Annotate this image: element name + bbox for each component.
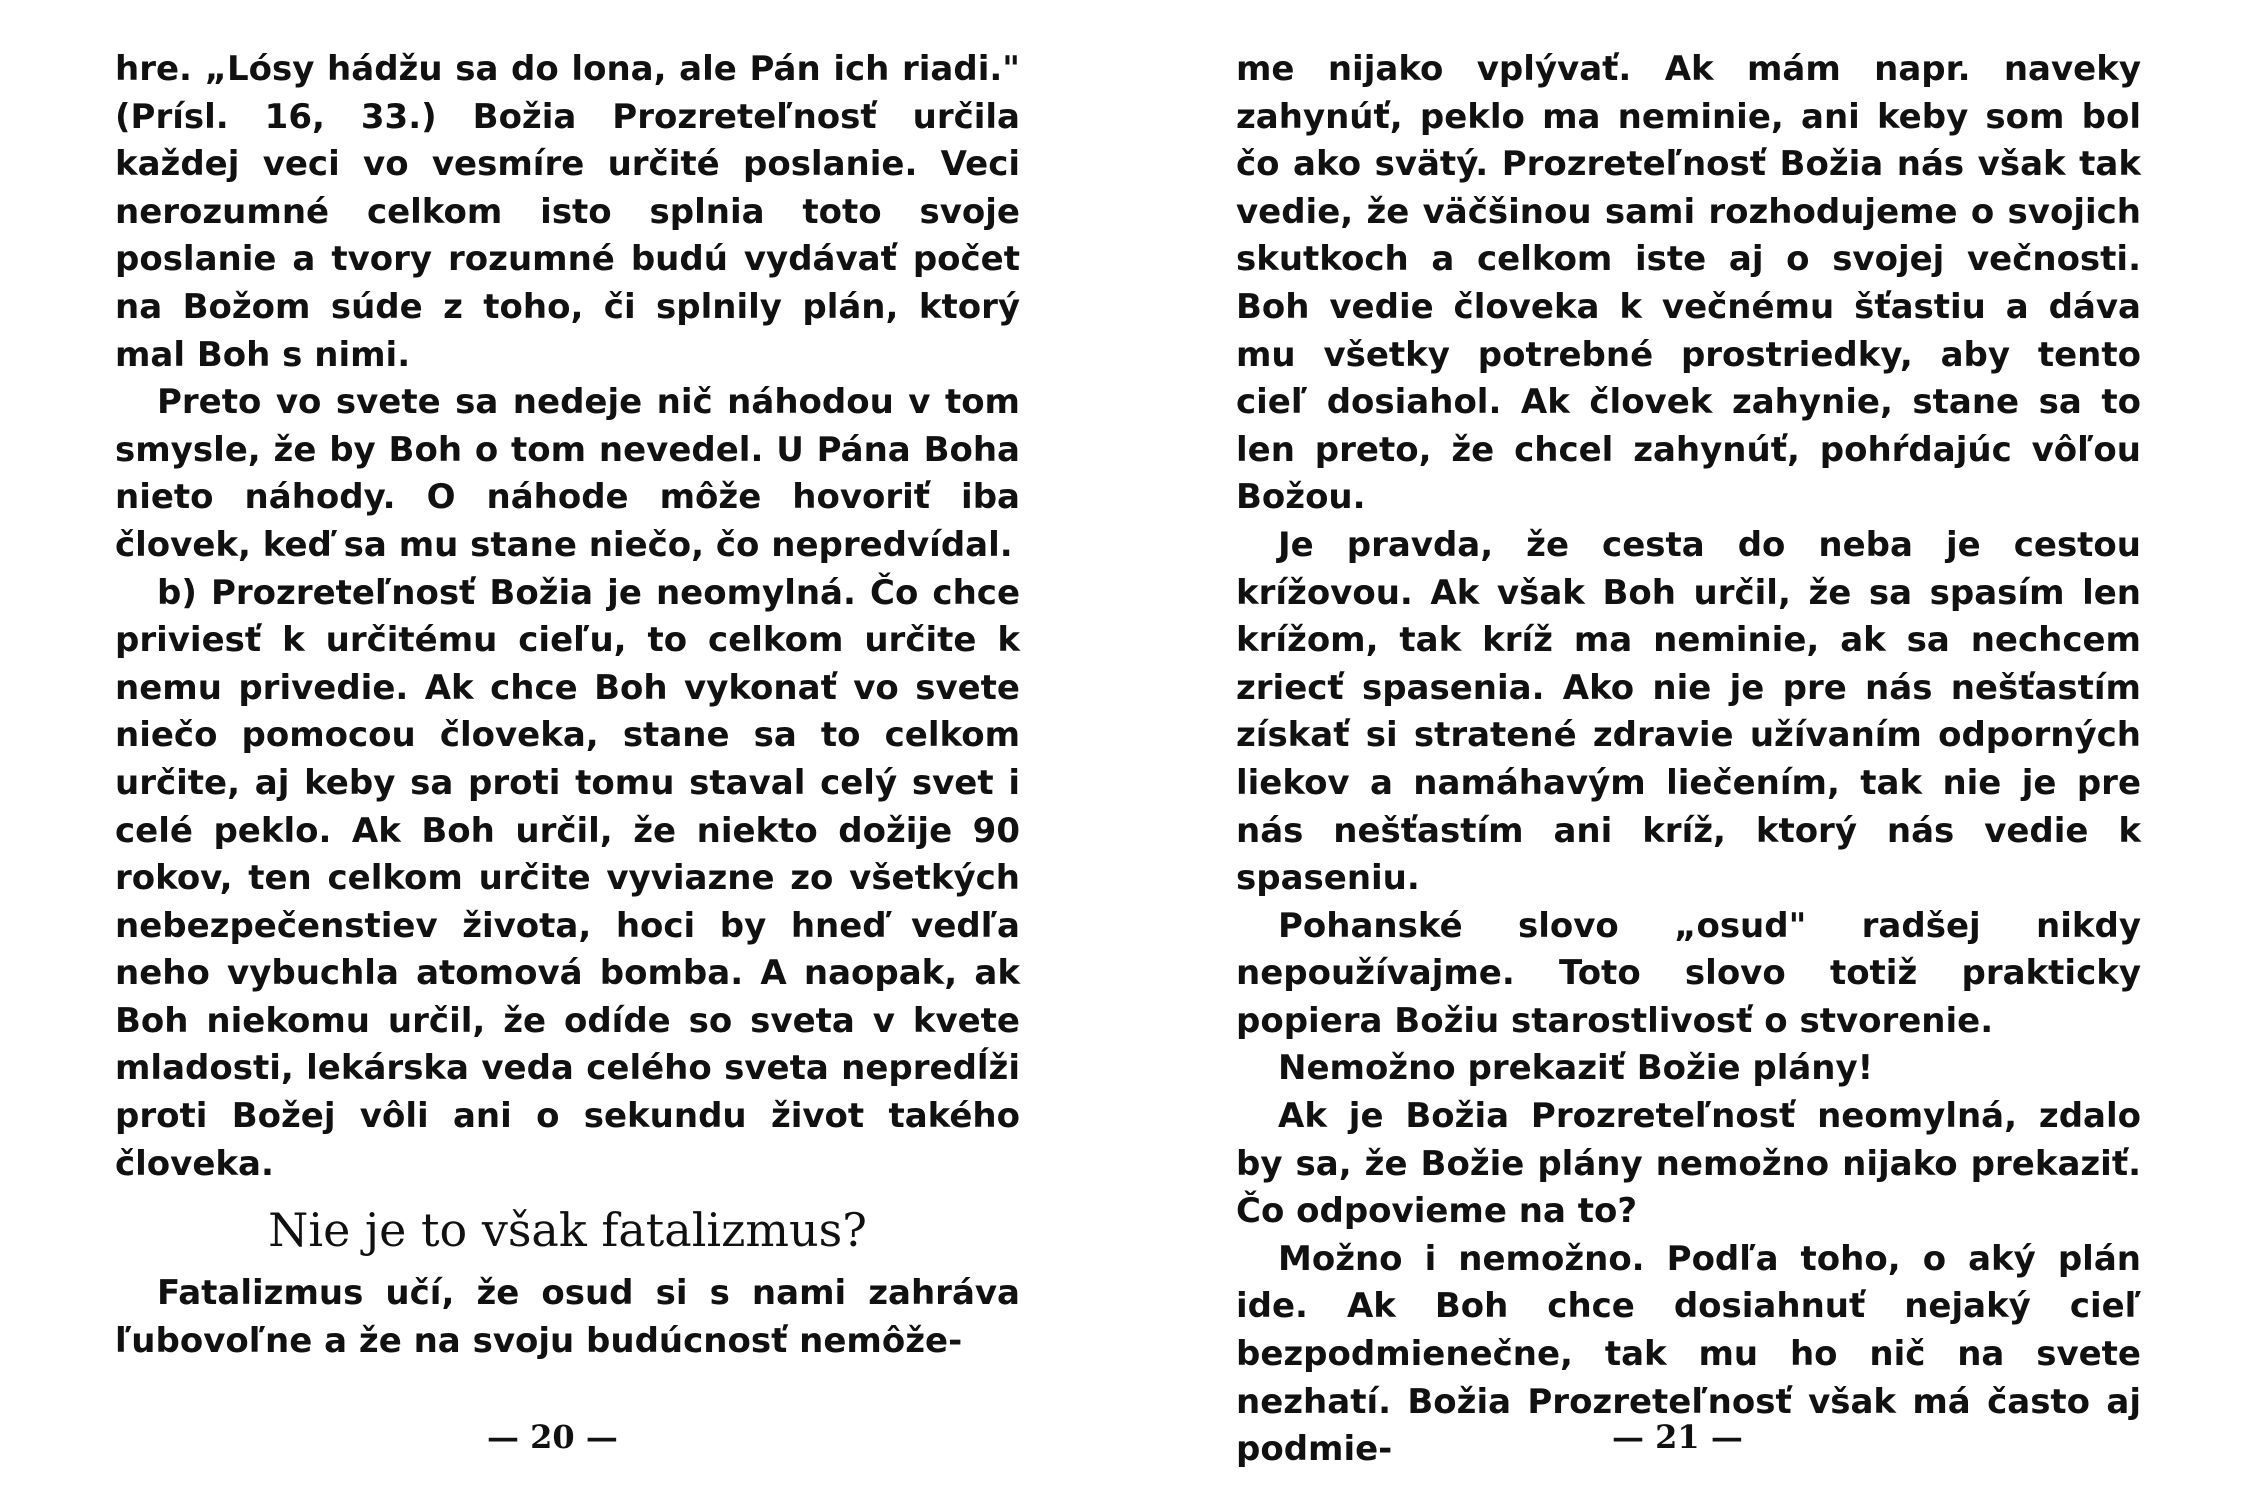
- right-p5-emphasis-a: Možno i nemožno.: [1278, 1238, 1645, 1279]
- right-p5-text-d: tak mu ho nič na svete nezhatí. Božia Prozreteľnosť však má často aj podmie-: [1236, 1334, 2141, 1470]
- left-p2-emphasis: vo svete sa nedeje nič náhodou: [275, 382, 894, 423]
- left-page: [115, 46, 1020, 1365]
- right-paragraph-2: Je pravda, že cesta do neba je cestou krížovou. Ak však Boh určil, že sa spasím len krížom, tak kríž ma neminie, ak sa nechcem zriecť spasenia. Ako nie je pre nás nešťastím získať si stratené zdravie užívaním odporných liekov a namáhavým liečením, tak nie je pre nás nešťastím ani kríž, ktorý nás vedie k spaseniu.: [1236, 524, 2141, 899]
- left-paragraph-1: hre. „Lósy hádžu sa do lona, ale Pán ich riadi." (Prísl. 16, 33.) Božia Prozreteľnosť určila každej veci vo vesmíre určité poslanie. Veci nerozumné celkom isto splnia toto svoje poslanie a tvory rozumné budú vydávať počet na Božom súde z toho, či splnily plán, ktorý mal Boh s nimi.: [115, 49, 1020, 375]
- left-p2-text-c: v tom smysle, že by Boh o tom nevedel. U Pána Boha nieto náhody. O náhode môže hovoriť iba človek, keď sa mu stane niečo, čo nepredvídal.: [115, 382, 1020, 565]
- left-p3-emphasis: Prozreteľnosť Božia je neomylná.: [210, 572, 856, 613]
- left-p2-text-a: Preto: [157, 382, 276, 423]
- right-paragraph-3: Pohanské slovo „osud" radšej nikdy nepoužívajme. Toto slovo totiž prakticky popiera Božiu starostlivosť o stvorenie.: [1236, 905, 2141, 1041]
- left-paragraph-3: [115, 570, 1020, 1189]
- right-p5-emphasis-c: bezpodmienečne,: [1236, 1334, 1573, 1375]
- left-p3-text-a: b): [157, 572, 211, 613]
- right-paragraph-4: Ak je Božia Prozreteľnosť neomylná, zdalo by sa, že Božie plány nemožno nijako prekaziť. Čo odpovieme na to?: [1236, 1096, 2141, 1232]
- right-p5-text-b: Podľa toho, o aký plán ide. Ak Boh chce dosiahnuť nejaký cieľ: [1236, 1238, 2141, 1327]
- section-heading-fatalism: Nie je to však fatalizmus?: [268, 1203, 867, 1258]
- left-paragraph-4: Fatalizmus učí, že osud si s nami zahráva ľubovoľne a že na svoju budúcnosť nemôže-: [115, 1273, 1020, 1361]
- right-paragraph-1: me nijako vplývať. Ak mám napr. naveky zahynúť, peklo ma neminie, ani keby som bol čo ako svätý. Prozreteľnosť Božia nás však tak vedie, že väčšinou sami rozhodujeme o svojich skutkoch a celkom iste aj o svojej večnosti. Boh vedie človeka k večnému šťastiu a dáva mu všetky potrebné prostriedky, aby tento cieľ dosiahol. Ak človek zahynie, stane sa to len preto, že chcel zahynúť, pohŕdajúc vôľou Božou.: [1236, 49, 2141, 518]
- page-number-left: — 20 —: [487, 1418, 618, 1456]
- left-p3-text-c: Čo chce priviesť k určitému cieľu, to celkom určite k nemu privedie. Ak chce Boh vykonať vo svete niečo pomocou človeka, stane sa to celkom určite, aj keby sa proti tomu staval celý svet i celé peklo. Ak Boh určil, že niekto dožije 90 rokov, ten celkom určite vyviazne zo všetkých nebezpečenstiev života, hoci by hneď vedľa neho vybuchla atomová bomba. A naopak, ak Boh niekomu určil, že odíde so sveta v kvete mladosti, lekárska veda celého sveta nepredĺži proti Božej vôli ani o sekundu život takého človeka.: [115, 572, 1021, 1184]
- right-page: [1236, 46, 2141, 1474]
- left-paragraph-2: [115, 379, 1020, 569]
- subheading-plans: Nemožno prekaziť Božie plány!: [1278, 1048, 1874, 1089]
- page-number-right: — 21 —: [1612, 1418, 1743, 1456]
